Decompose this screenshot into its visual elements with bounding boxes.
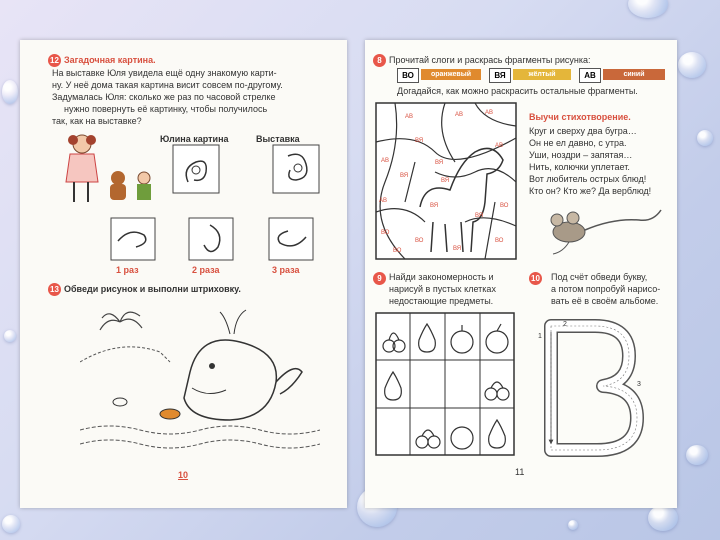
poem-line: Нить, колючки уплетает. (529, 162, 630, 172)
pencil-orange: оранжевый (421, 69, 481, 80)
legend-syllable: ВО (397, 68, 419, 83)
svg-text:ВО: ВО (381, 230, 390, 236)
svg-text:АВ: АВ (379, 198, 388, 204)
task-title: Загадочная картина. (64, 54, 156, 65)
page-number: 11 (515, 467, 525, 477)
task-13-heading (48, 283, 241, 296)
task-text-line: а потом попробуй нарисо- (551, 284, 661, 294)
svg-text:ВЯ: ВЯ (415, 138, 424, 144)
legend-syllable: АВ (579, 68, 601, 83)
svg-text:АВ: АВ (495, 143, 504, 149)
task-instruction: Прочитай слоги и раскрась фрагменты рисунка: (389, 54, 591, 65)
tracing-marker: 1 (538, 333, 542, 340)
page-number: 10 (178, 470, 189, 480)
home-picture (172, 144, 220, 194)
task-text-line: так, как на выставке? (52, 116, 142, 126)
task-text-line: Под счёт обведи букву, (551, 272, 648, 282)
task-text-line: нарисуй в пустых клетках (389, 284, 496, 294)
water-drop-decoration (568, 520, 578, 530)
option-label: 3 раза (272, 265, 300, 275)
camel-color-puzzle (375, 102, 517, 260)
task-number-badge: 10 (529, 272, 542, 285)
tracing-marker: 3 (637, 381, 641, 388)
mouse-illustration (543, 204, 663, 258)
exhibit-picture (272, 144, 320, 194)
children-illustration (46, 130, 161, 210)
task-text: Обведи рисунок и выполни штриховку. (64, 283, 241, 294)
pencil-yellow: жёлтый (513, 69, 571, 80)
textbook-page-right (365, 40, 677, 508)
task-question: Догадайся, как можно раскрасить остальные фрагменты. (397, 86, 638, 96)
task-text-line: нужно повернуть её картинку, чтобы получилось (64, 104, 268, 114)
task-text-line: ну. У неё дома такая картина висит совсем по-другому. (52, 80, 283, 90)
column-header-home: Юлина картина (160, 134, 229, 144)
svg-text:ВО: ВО (500, 203, 509, 209)
water-drop-decoration (648, 505, 678, 531)
column-header-exhibit: Выставка (256, 134, 300, 144)
legend-syllable: ВЯ (489, 68, 511, 83)
poem-title: Выучи стихотворение. (529, 112, 631, 122)
svg-text:ВЯ: ВЯ (475, 213, 484, 219)
textbook-page-left (20, 40, 347, 508)
task-number-badge: 9 (373, 272, 386, 285)
svg-text:ВЯ: ВЯ (435, 160, 444, 166)
fruit-pattern-grid (375, 312, 515, 456)
poem-line: Он не ел давно, с утра. (529, 138, 627, 148)
task-number-badge: 13 (48, 283, 61, 296)
tracing-marker: 2 (563, 321, 567, 328)
task-text-line: Задумалась Юля: сколько же раз по часовой стрелке (52, 92, 276, 102)
water-drop-decoration (628, 0, 668, 18)
svg-text:АВ: АВ (455, 112, 464, 118)
rotation-option-1[interactable] (110, 217, 156, 261)
svg-text:ВО: ВО (415, 238, 424, 244)
task-10-heading (529, 272, 545, 285)
task-8-heading (373, 54, 591, 67)
svg-text:АВ: АВ (485, 110, 494, 116)
svg-text:ВЯ: ВЯ (400, 173, 409, 179)
water-drop-decoration (2, 515, 20, 533)
task-9-heading (373, 272, 389, 285)
color-legend (397, 68, 675, 82)
water-drop-decoration (678, 52, 706, 78)
option-label: 1 раз (116, 265, 139, 275)
water-drop-decoration (4, 330, 16, 342)
svg-text:ВО: ВО (495, 238, 504, 244)
poem-line: Кто он? Кто же? Да верблюд! (529, 186, 652, 196)
svg-text:ВО: ВО (393, 248, 402, 254)
water-drop-decoration (686, 445, 708, 465)
svg-text:ВЯ: ВЯ (441, 178, 450, 184)
svg-text:АВ: АВ (405, 114, 414, 120)
svg-text:АВ: АВ (381, 158, 390, 164)
rotation-option-2[interactable] (188, 217, 234, 261)
poem-line: Уши, ноздри – запятая… (529, 150, 633, 160)
water-drop-decoration (697, 130, 713, 146)
letter-v-tracing (537, 318, 649, 458)
svg-text:ВЯ: ВЯ (453, 246, 462, 252)
rotation-option-3[interactable] (268, 217, 314, 261)
task-number-badge: 12 (48, 54, 61, 67)
pencil-blue: синий (603, 69, 665, 80)
poem-line: Круг и сверху два бугра… (529, 126, 637, 136)
task-text-line: Найди закономерность и (389, 272, 494, 282)
whale-tracing-drawing (80, 302, 320, 452)
option-label: 2 раза (192, 265, 220, 275)
svg-text:ВЯ: ВЯ (430, 203, 439, 209)
task-text-line: недостающие предметы. (389, 296, 494, 306)
task-12-heading (48, 54, 156, 67)
water-drop-decoration (2, 80, 18, 104)
task-text-line: На выставке Юля увидела ещё одну знакомую карти- (52, 68, 277, 78)
task-number-badge: 8 (373, 54, 386, 67)
task-text-line: вать её в своём альбоме. (551, 296, 659, 306)
poem-line: Вот любитель острых блюд! (529, 174, 647, 184)
